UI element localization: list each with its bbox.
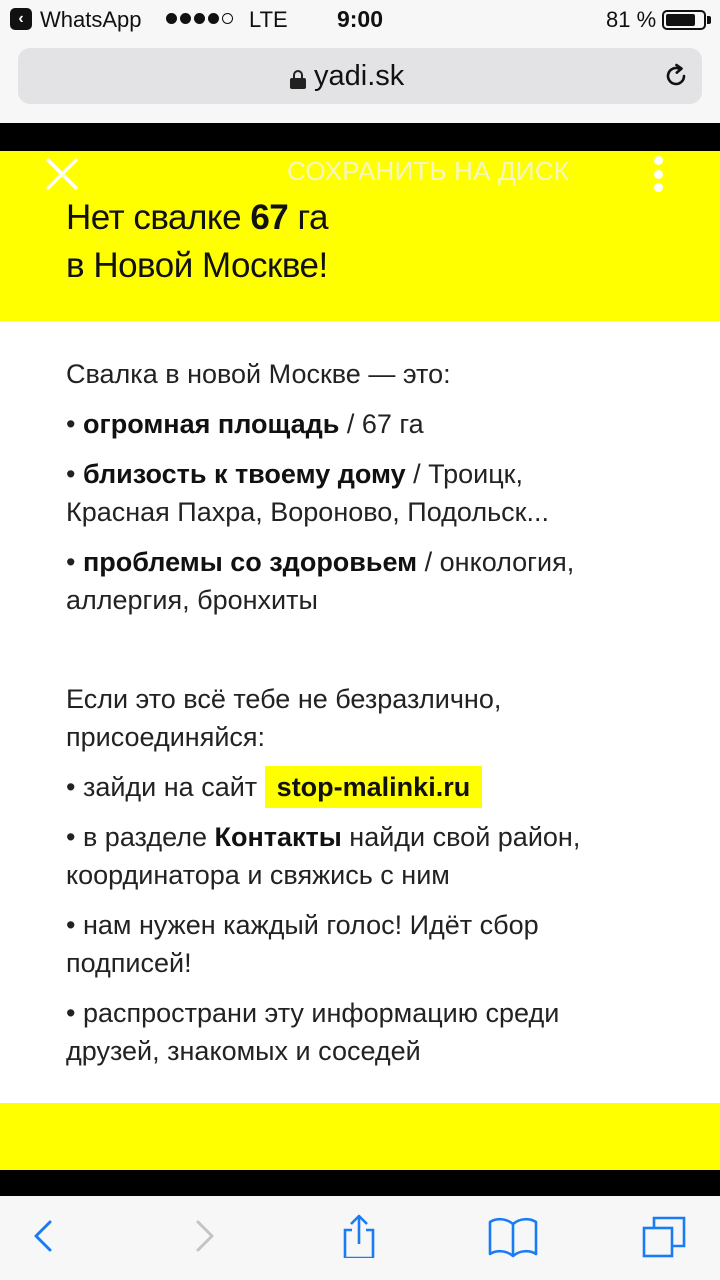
action-contacts: • в разделе Контакты найди свой район, [66,822,581,852]
clock: 9:00 [336,6,384,32]
browser-toolbar [0,1196,720,1280]
call-text-2: присоединяйся: [66,722,266,752]
more-icon[interactable] [650,156,666,192]
action-vote-cont: подписей! [66,948,192,978]
battery-icon [662,10,706,30]
action-contacts-cont: координатора и свяжись с ним [66,860,450,890]
action-vote: • нам нужен каждый голос! Идёт сбор [66,910,539,940]
footer-banner [0,1103,720,1170]
battery-percent: 81 % [606,7,657,32]
point-health-cont: аллергия, бронхиты [66,585,318,615]
back-arrow-icon[interactable] [22,1214,72,1258]
address-bar[interactable] [18,48,702,104]
action-spread-cont: друзей, знакомых и соседей [66,1036,421,1066]
carrier-label: LTE [249,7,288,32]
reload-icon[interactable] [662,62,690,90]
save-to-disk-button[interactable]: СОХРАНИТЬ НА ДИСК [287,156,570,186]
bookmarks-icon[interactable] [488,1214,538,1258]
point-area: • огромная площадь / 67 га [66,409,424,439]
browser-address-area [0,40,720,123]
status-bar [0,0,720,40]
call-text-1: Если это всё тебе не безразлично, [66,684,502,714]
site-link[interactable]: stop-malinki.ru [265,766,483,808]
point-proximity: • близость к твоему дому / Троицк, [66,459,523,489]
close-icon[interactable] [44,156,80,192]
intro-text: Свалка в новой Москве — это: [66,359,451,389]
action-spread: • распространи эту информацию среди [66,998,560,1028]
share-icon[interactable] [334,1214,384,1258]
page-title: Нет свалке 67 га в Новой Москве! [66,198,328,285]
back-app-icon[interactable]: ‹ [10,8,32,30]
tabs-icon[interactable] [640,1214,690,1258]
action-visit-site: • зайди на сайт stop-malinki.ru [66,768,482,806]
point-proximity-cont: Красная Пахра, Вороново, Подольск... [66,497,549,527]
viewer-bottom-strip [0,1170,720,1196]
forward-arrow-icon[interactable] [182,1214,232,1258]
lock-icon [290,70,306,88]
url-text[interactable]: yadi.sk [314,60,405,92]
viewer-top-strip [0,123,720,151]
back-to-app-link[interactable]: WhatsApp [40,7,142,32]
point-health: • проблемы со здоровьем / онкология, [66,547,575,577]
